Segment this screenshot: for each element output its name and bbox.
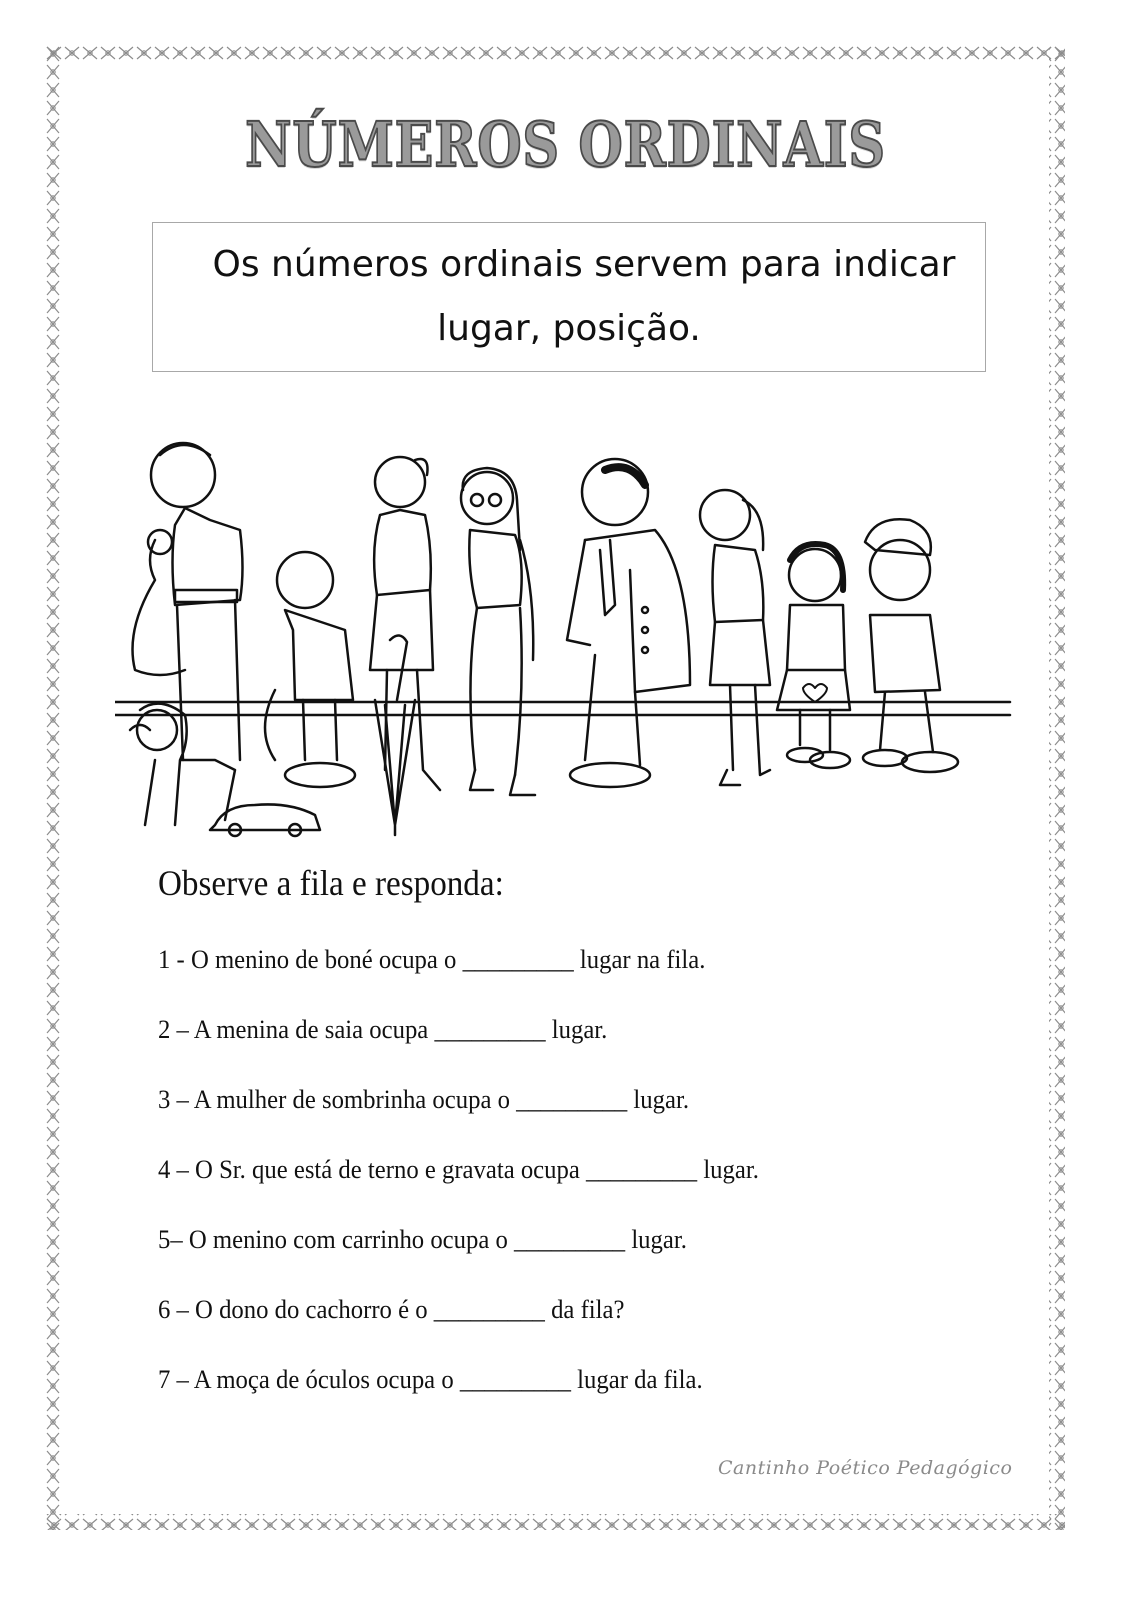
man-in-suit-figure xyxy=(567,459,690,787)
question-item-4 xyxy=(158,1155,966,1225)
queue-illustration xyxy=(115,430,1015,840)
definition-line-1: Os números ordinais servem para indicar xyxy=(212,244,956,285)
question-number: 7 – xyxy=(158,1365,189,1394)
question-item-5 xyxy=(158,1225,966,1295)
question-item-7 xyxy=(158,1365,966,1435)
question-text: O dono do cachorro é o xyxy=(195,1295,428,1324)
question-text: A mulher de sombrinha ocupa o xyxy=(193,1085,510,1114)
answer-blank[interactable]: _________ xyxy=(513,1225,626,1254)
question-list xyxy=(158,945,1008,1435)
answer-blank[interactable]: _________ xyxy=(459,1365,571,1394)
railing-icon xyxy=(115,702,1010,715)
question-number: 4 – xyxy=(158,1155,189,1184)
woman-with-umbrella-figure xyxy=(370,457,440,835)
question-number: 6 – xyxy=(158,1295,189,1324)
page-title: NÚMEROS ORDINAIS xyxy=(245,108,886,181)
instruction-prompt: Observe a fila e responda: xyxy=(158,863,504,903)
question-text: O menino com carrinho ocupa o xyxy=(188,1225,508,1254)
question-text: O menino de boné ocupa o xyxy=(190,945,457,974)
answer-blank[interactable]: _________ xyxy=(434,1015,546,1044)
question-text-end: lugar. xyxy=(633,1085,690,1114)
question-text: A menina de saia ocupa xyxy=(193,1015,429,1044)
question-text: A moça de óculos ocupa o xyxy=(193,1365,454,1394)
question-text-end: da fila? xyxy=(551,1295,625,1324)
definition-box xyxy=(152,222,986,372)
question-text-end: lugar. xyxy=(551,1015,608,1044)
answer-blank[interactable]: _________ xyxy=(462,945,574,974)
question-number: 2 – xyxy=(158,1015,189,1044)
answer-blank[interactable]: _________ xyxy=(516,1085,628,1114)
question-text-end: lugar na fila. xyxy=(579,945,706,974)
girl-with-skirt-figure xyxy=(777,544,850,768)
question-number: 5– xyxy=(158,1225,183,1254)
answer-blank[interactable]: _________ xyxy=(433,1295,545,1324)
definition-line-2: lugar, posição. xyxy=(437,308,701,349)
question-item-1 xyxy=(158,945,966,1015)
question-item-6 xyxy=(158,1295,966,1365)
boy-with-car-figure xyxy=(210,552,355,836)
man-with-dog-figure xyxy=(130,443,243,825)
woman-with-glasses-figure xyxy=(461,468,535,795)
footer-signature: Cantinho Poético Pedagógico xyxy=(718,1457,1013,1479)
boy-with-cap-figure xyxy=(863,519,958,772)
answer-blank[interactable]: _________ xyxy=(585,1155,698,1184)
question-text: O Sr. que está de terno e gravata ocupa xyxy=(195,1155,580,1184)
question-text-end: lugar. xyxy=(631,1225,687,1254)
question-item-2 xyxy=(158,1015,966,1085)
question-number: 1 - xyxy=(158,945,185,974)
question-number: 3 – xyxy=(158,1085,189,1114)
question-item-3 xyxy=(158,1085,966,1155)
question-text-end: lugar da fila. xyxy=(577,1365,703,1394)
woman-with-ponytail-figure xyxy=(700,490,770,785)
question-text-end: lugar. xyxy=(703,1155,759,1184)
